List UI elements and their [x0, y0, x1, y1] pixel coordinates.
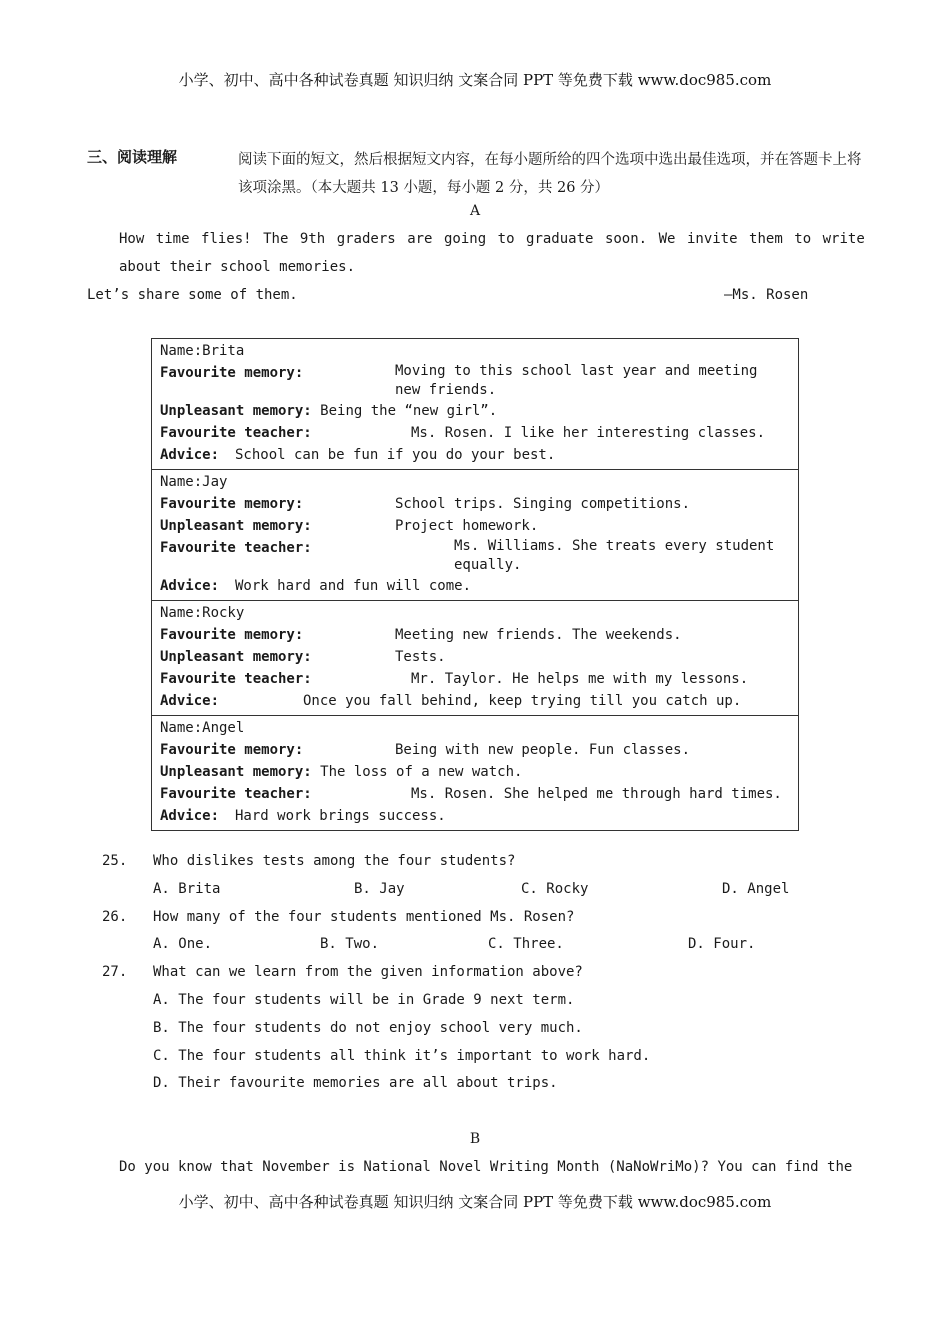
passage-a-intro-line-2: about their school memories. — [119, 259, 356, 275]
unpleasant-row — [160, 646, 790, 668]
advice-label: Advice: — [160, 808, 220, 824]
passage-a-intro-line-3: Let’s share some of them. — [87, 287, 298, 303]
teacher-value: Ms. Rosen. I like her interesting classes. — [411, 425, 766, 441]
fav-memory-label: Favourite memory: — [160, 365, 304, 381]
page-header: 小学、初中、高中各种试卷真题 知识归纳 文案合同 PPT 等免费下载 www.doc985.com — [178, 71, 772, 89]
unpleasant-label: Unpleasant memory: — [160, 518, 312, 534]
table-row — [152, 470, 799, 601]
name-text: Name:Brita — [160, 343, 245, 359]
teacher-row — [160, 783, 790, 805]
option-a[interactable]: A. The four students will be in Grade 9 next term. — [153, 992, 575, 1008]
option-c[interactable]: C. Rocky — [521, 881, 589, 897]
advice-value: School can be fun if you do your best. — [235, 447, 556, 463]
teacher-row — [160, 537, 790, 575]
unpleasant-value: Tests. — [395, 649, 446, 665]
option-c[interactable]: C. The four students all think it’s important to work hard. — [153, 1048, 651, 1064]
fav-memory-value: Moving to this school last year and meeting new friends. — [395, 363, 758, 398]
unpleasant-label: Unpleasant memory: — [160, 649, 312, 665]
advice-value: Work hard and fun will come. — [235, 578, 472, 594]
question-text: Who dislikes tests among the four students? — [153, 853, 516, 869]
option-d[interactable]: D. Four. — [688, 936, 756, 952]
unpleasant-label: Unpleasant memory: — [160, 403, 312, 419]
intro-word: time — [155, 231, 190, 247]
teacher-label: Favourite teacher: — [160, 671, 312, 687]
passage-a-intro-line-1 — [119, 231, 865, 247]
unpleasant-row — [160, 761, 790, 783]
option-d[interactable]: D. Their favourite memories are all about trips. — [153, 1075, 558, 1091]
intro-word: invite — [686, 231, 738, 247]
fav-memory-row — [160, 739, 790, 761]
memories-table — [151, 338, 799, 831]
fav-memory-value: Meeting new friends. The weekends. — [395, 627, 682, 643]
intro-word: them — [749, 231, 783, 247]
teacher-label: Favourite teacher: — [160, 540, 312, 556]
student-name — [160, 602, 790, 624]
advice-value: Once you fall behind, keep trying till you catch up. — [303, 693, 742, 709]
teacher-label: Favourite teacher: — [160, 425, 312, 441]
intro-word: soon. — [604, 231, 648, 247]
fav-memory-value: School trips. Singing competitions. — [395, 496, 691, 512]
option-b[interactable]: B. The four students do not enjoy school very much. — [153, 1020, 583, 1036]
question-number: 25. — [102, 853, 128, 869]
unpleasant-label: Unpleasant memory: — [160, 764, 312, 780]
question-text: How many of the four students mentioned Ms. Rosen? — [153, 909, 575, 925]
student-card — [152, 716, 799, 831]
intro-word: to — [794, 231, 812, 247]
intro-word: to — [497, 231, 515, 247]
advice-row — [160, 575, 790, 597]
option-c[interactable]: C. Three. — [488, 936, 564, 952]
advice-label: Advice: — [160, 693, 220, 709]
fav-memory-row — [160, 624, 790, 646]
teacher-label: Favourite teacher: — [160, 786, 312, 802]
advice-value: Hard work brings success. — [235, 808, 446, 824]
advice-row — [160, 690, 790, 712]
advice-label: Advice: — [160, 447, 220, 463]
option-b[interactable]: B. Two. — [320, 936, 380, 952]
fav-memory-row — [160, 493, 790, 515]
teacher-row — [160, 422, 790, 444]
intro-word: write — [822, 231, 865, 247]
intro-word: going — [444, 231, 487, 247]
fav-memory-label: Favourite memory: — [160, 627, 304, 643]
name-text: Name:Jay — [160, 474, 228, 490]
name-text: Name:Rocky — [160, 605, 245, 621]
teacher-value: Ms. Williams. She treats every student equally. — [454, 538, 775, 573]
unpleasant-row — [160, 515, 790, 537]
intro-word: flies! — [201, 231, 252, 247]
option-a[interactable]: A. Brita — [153, 881, 221, 897]
student-name — [160, 471, 790, 493]
name-text: Name:Angel — [160, 720, 245, 736]
intro-word: 9th — [299, 231, 326, 247]
unpleasant-value: Being the “new girl”. — [320, 403, 498, 419]
unpleasant-row — [160, 400, 790, 422]
passage-b-heading: B — [469, 1131, 481, 1147]
intro-word: graders — [336, 231, 396, 247]
student-name — [160, 717, 790, 739]
student-name — [160, 340, 790, 362]
student-card — [152, 601, 799, 716]
intro-word: are — [407, 231, 433, 247]
passage-a-signature: —Ms. Rosen — [724, 287, 809, 303]
unpleasant-value: Project homework. — [395, 518, 539, 534]
fav-memory-value: Being with new people. Fun classes. — [395, 742, 691, 758]
table-row — [152, 601, 799, 716]
option-a[interactable]: A. One. — [153, 936, 213, 952]
question-number: 27. — [102, 964, 128, 980]
option-d[interactable]: D. Angel — [722, 881, 790, 897]
teacher-value: Mr. Taylor. He helps me with my lessons. — [411, 671, 749, 687]
page-footer: 小学、初中、高中各种试卷真题 知识归纳 文案合同 PPT 等免费下载 www.doc985.com — [178, 1193, 772, 1211]
teacher-row — [160, 668, 790, 690]
question-number: 26. — [102, 909, 128, 925]
fav-memory-row — [160, 362, 790, 400]
passage-a-heading: A — [469, 203, 481, 219]
student-card — [152, 339, 799, 470]
unpleasant-value: The loss of a new watch. — [320, 764, 523, 780]
question-text: What can we learn from the given information above? — [153, 964, 583, 980]
passage-b-first-line: Do you know that November is National Novel Writing Month (NaNoWriMo)? You can find the — [119, 1159, 853, 1175]
intro-word: graduate — [526, 231, 594, 247]
section-instruction: 阅读下面的短文，然后根据短文内容，在每小题所给的四个选项中选出最佳选项，并在答题卡上将该项涂黑。（本大题共 13 小题，每小题 2 分，共 26 分） — [238, 152, 862, 196]
table-row — [152, 716, 799, 831]
fav-memory-label: Favourite memory: — [160, 742, 304, 758]
intro-word: How — [119, 231, 145, 247]
section-title: 三、阅读理解 — [87, 148, 178, 166]
teacher-value: Ms. Rosen. She helped me through hard times. — [411, 786, 782, 802]
advice-label: Advice: — [160, 578, 220, 594]
fav-memory-label: Favourite memory: — [160, 496, 304, 512]
advice-row — [160, 805, 790, 827]
intro-word: The — [263, 231, 289, 247]
table-row — [152, 339, 799, 470]
intro-word: We — [658, 231, 676, 247]
option-b[interactable]: B. Jay — [354, 881, 405, 897]
advice-row — [160, 444, 790, 466]
student-card — [152, 470, 799, 601]
